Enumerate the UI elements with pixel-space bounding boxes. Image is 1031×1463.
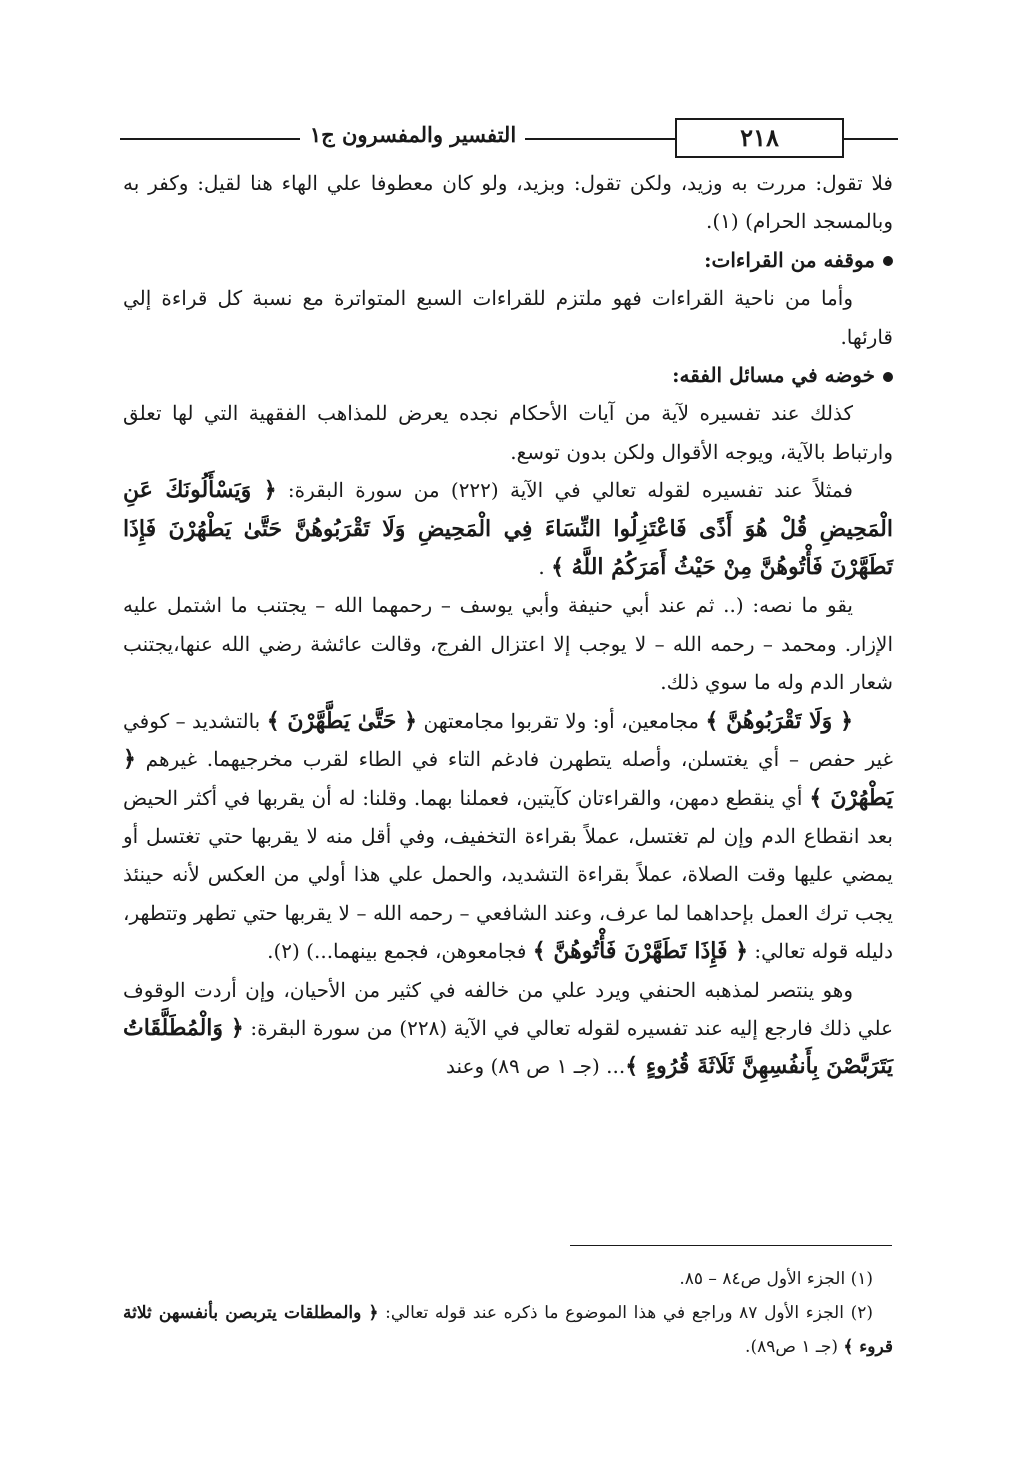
- section-heading: [123, 241, 893, 279]
- text-run: أي ينقطع دمهن، والقراءتان كآيتين، فعملنا بهما. وقلنا: له أن يقربها في أكثر الحيض بعد انقطاع الدم وإن لم تغتسل، عملاً بقراءة التخفيف، وفي أقل منه لا يقربها حتي تغتسل أو يمضي عليها وقت الصلاة، عملاً بقراءة التشديد، والحمل علي هذا أولي من العكس لأنه حينئذ يجب ترك العمل بإحداهما لما عرف، وعند الشافعي – رحمه الله – لا يقربها حتي تطهر وتتطهر، دليله قوله تعالي:: [123, 785, 893, 964]
- text-run: فمثلاً عند تفسيره لقوله تعالي في الآية (٢٢٢) من سورة البقرة:: [287, 478, 853, 503]
- quran-verse: ﴿ وَلَا تَقْرَبُوهُنَّ ﴾: [705, 707, 853, 734]
- paragraph: [123, 702, 893, 971]
- quran-verse: ﴿ فَإِذَا تَطَهَّرْنَ فَأْتُوهُنَّ ﴾: [532, 938, 749, 965]
- quran-verse: ﴿ يَطْهُرْنَ ﴾: [123, 746, 893, 811]
- section-heading: [123, 356, 893, 394]
- paragraph: فلا تقول: مررت به وزيد، ولكن تقول: وبزيد، ولو كان معطوفا علي الهاء هنا لقيل: وكفر به وبالمسجد الحرام) (١).: [123, 171, 893, 234]
- bullet-icon: [883, 372, 893, 382]
- text-run: بالتشديد – كوفي غير حفص – أي يغتسلن، وأصله يتطهرن فادغم التاء في الطاء لقرب مخرجيهما. غيرهم: [123, 708, 893, 772]
- paragraph: [123, 471, 893, 586]
- text-run: مجامعين، أو: ولا تقربوا مجامعتهن: [417, 708, 706, 733]
- header-rule-left: [120, 138, 300, 140]
- heading-text: خوضه في مسائل الفقه:: [672, 363, 875, 388]
- text-run: ... (جـ ١ ص ٨٩) وعند: [445, 1054, 626, 1079]
- quran-verse: ﴿ وَالْمُطَلَّقَاتُ يَتَرَبَّصْنَ بِأَنفُسِهِنَّ ثَلَاثَةَ قُرُوءٍ ﴾: [123, 1014, 893, 1080]
- header-rule-right: [842, 138, 898, 140]
- text-run: فجامعوهن، فجمع بينهما...) (٢).: [267, 939, 533, 964]
- quran-verse: ﴿ والمطلقات يتربصن بأنفسهن ثلاثة قروء ﴾: [123, 1303, 893, 1357]
- main-text: [123, 164, 893, 1086]
- text-run: .: [538, 555, 545, 580]
- paragraph: [123, 971, 893, 1086]
- paragraph: وأما من ناحية القراءات فهو ملتزم للقراءات السبع المتواترة مع نسبة كل قراءة إلي قارئها.: [123, 286, 893, 349]
- page-number: ٢١٨: [675, 118, 844, 158]
- running-title: التفسير والمفسرون ج١: [309, 122, 517, 147]
- footnotes: [123, 1262, 893, 1364]
- page-header: [120, 118, 898, 158]
- footnote: (١) الجزء الأول ص٨٤ – ٨٥.: [679, 1269, 873, 1289]
- paragraph: كذلك عند تفسيره لآية من آيات الأحكام نجده يعرض للمذاهب الفقهية التي لها تعلق وارتباط بالآية، ويوجه الأقوال ولكن بدون توسع.: [123, 401, 893, 464]
- text-run: (٢) الجزء الأول ٨٧ وراجع في هذا الموضوع ما ذكره عند قوله تعالي:: [378, 1303, 874, 1323]
- header-rule-middle: [525, 138, 675, 140]
- quran-verse: ﴿ حَتَّىٰ يَطَّهَّرْنَ ﴾: [266, 707, 418, 734]
- footnote-separator: [570, 1245, 892, 1246]
- quran-verse: ﴿ وَيَسْأَلُونَكَ عَنِ الْمَحِيضِ قُلْ هُوَ أَذًى فَاعْتَزِلُوا النِّسَاءَ فِي الْمَحِيضِ وَلَا تَقْرَبُوهُنَّ حَتَّىٰ يَطْهُرْنَ فَإِذَا تَطَهَّرْنَ فَأْتُوهُنَّ مِنْ حَيْثُ أَمَرَكُمُ اللَّهُ ﴾: [123, 477, 893, 581]
- footnote: [123, 1296, 893, 1364]
- heading-text: موقفه من القراءات:: [704, 247, 875, 272]
- text-run: (جـ ١ ص٨٩).: [745, 1337, 844, 1357]
- text-run: وهو ينتصر لمذهبه الحنفي ويرد علي من خالفه في كثير من الأحيان، وإن أردت الوقوف علي ذلك فارجع إليه عند تفسيره لقوله تعالي في الآية (٢٢٨) من سورة البقرة:: [123, 977, 894, 1040]
- paragraph: يقو ما نصه: (.. ثم عند أبي حنيفة وأبي يوسف – رحمهما الله – يجتنب ما اشتمل عليه الإزار. ومحمد – رحمه الله – لا يوجب إلا اعتزال الفرج، وقالت عائشة رضي الله عنها،يجتنب شعار الدم وله ما سوي ذلك.: [123, 593, 893, 695]
- bullet-icon: [883, 256, 893, 266]
